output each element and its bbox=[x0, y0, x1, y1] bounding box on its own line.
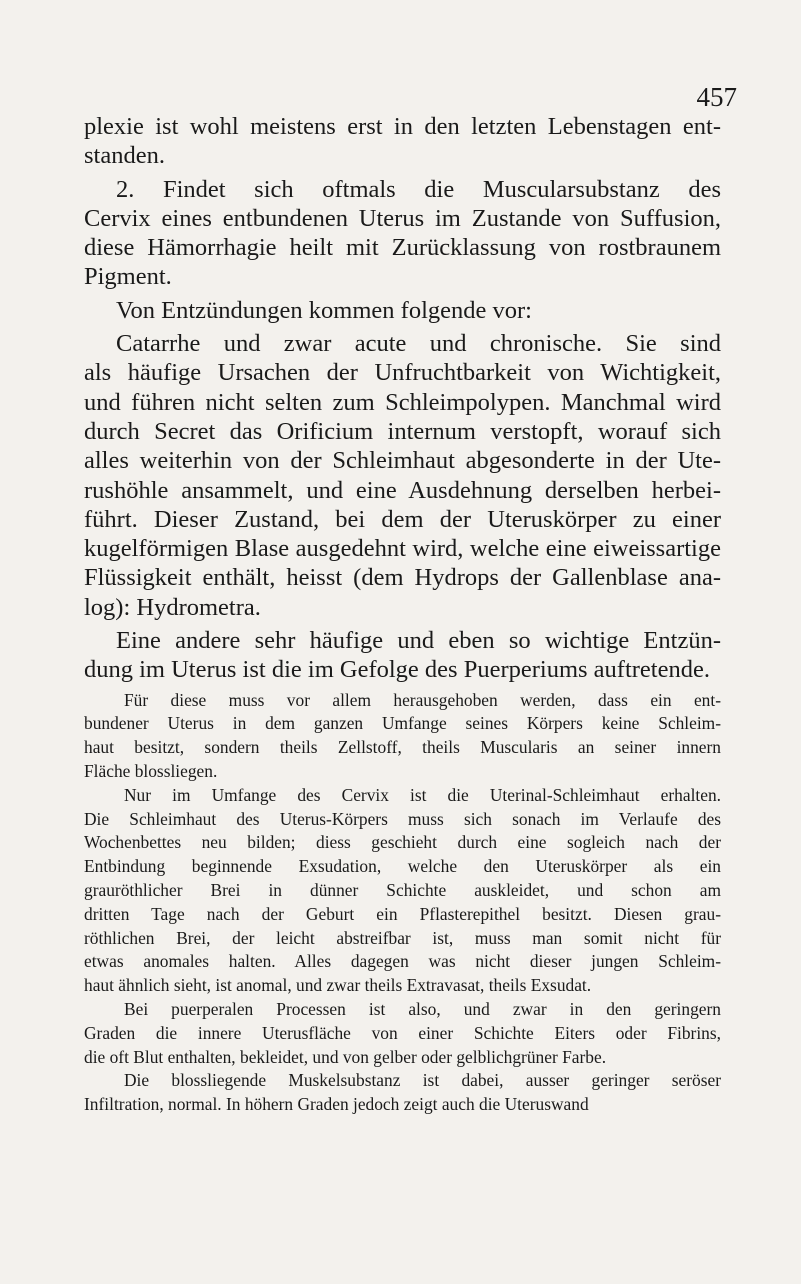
text-line: Entbindung beginnende Exsudation, welche den Uteruskörper als ein bbox=[84, 856, 721, 877]
text-line: dung im Uterus ist die im Gefolge des Puerperiums auftretende. bbox=[84, 656, 710, 684]
text-line: plexie ist wohl meistens erst in den letzten Lebenstagen ent- bbox=[84, 113, 721, 140]
text-line: durch Secret das Orificium internum verstopft, worauf sich bbox=[84, 417, 721, 445]
text-line: Nur im Umfange des Cervix ist die Uterinal-Schleimhaut erhalten. bbox=[124, 784, 721, 805]
text-line: etwas anomales halten. Alles dagegen was nicht dieser jungen Schleim- bbox=[84, 951, 721, 972]
text-line: führt. Dieser Zustand, bei dem der Uteruskörper zu einer bbox=[84, 505, 721, 533]
text-line: bundener Uterus in dem ganzen Umfange seines Körpers keine Schleim- bbox=[84, 713, 721, 734]
text-line: Flüssigkeit enthält, heisst (dem Hydrops der Gallenblase ana- bbox=[84, 564, 721, 592]
text-line: 2. Findet sich oftmals die Muscularsubstanz des bbox=[116, 175, 721, 203]
text-line: kugelförmigen Blase ausgedehnt wird, welche eine eiweissartige bbox=[84, 535, 721, 563]
paragraph bbox=[84, 998, 721, 1069]
page-text bbox=[84, 112, 721, 1117]
paragraph bbox=[84, 296, 721, 325]
text-line: Wochenbettes neu bilden; diess geschieht durch eine sogleich nach der bbox=[84, 832, 721, 853]
paragraph bbox=[84, 784, 721, 998]
text-line: Pigment. bbox=[84, 263, 172, 291]
text-line: Catarrhe und zwar acute und chronische. Sie sind bbox=[116, 330, 721, 358]
text-line: Bei puerperalen Processen ist also, und zwar in den geringern bbox=[124, 999, 721, 1019]
text-line: Graden die innere Uterusfläche von einer Schichte Eiters oder Fibrins, bbox=[84, 1022, 721, 1043]
text-line: Infiltration, normal. In höhern Graden jedoch zeigt auch die Uteruswand bbox=[84, 1094, 589, 1115]
text-line: rushöhle ansammelt, und eine Ausdehnung derselben herbei- bbox=[84, 476, 721, 504]
text-line: röthlichen Brei, der leicht abstreifbar ist, muss man somit nicht für bbox=[84, 927, 721, 948]
text-line: als häufige Ursachen der Unfruchtbarkeit von Wichtigkeit, bbox=[84, 359, 721, 387]
text-line: alles weiterhin von der Schleimhaut abgesonderte in der Ute- bbox=[84, 447, 721, 475]
text-line: Cervix eines entbundenen Uterus im Zustande von Suffusion, bbox=[84, 204, 721, 232]
page-number: 457 bbox=[696, 82, 737, 112]
paragraph bbox=[84, 329, 721, 622]
text-line: grauröthlicher Brei in dünner Schichte auskleidet, und schon am bbox=[84, 880, 721, 901]
text-line: Eine andere sehr häufige und eben so wichtige Entzün- bbox=[116, 627, 721, 655]
text-line: Fläche blossliegen. bbox=[84, 761, 218, 782]
text-line: haut ähnlich sieht, ist anomal, und zwar theils Extravasat, theils Exsudat. bbox=[84, 975, 592, 996]
text-line: Für diese muss vor allem herausgehoben werden, dass ein ent- bbox=[124, 689, 721, 710]
paragraph bbox=[84, 112, 721, 171]
text-line: standen. bbox=[84, 142, 165, 170]
paragraph bbox=[84, 175, 721, 292]
text-line: die oft Blut enthalten, bekleidet, und von gelber oder gelblichgrüner Farbe. bbox=[84, 1046, 607, 1067]
text-line: haut besitzt, sondern theils Zellstoff, theils Muscularis an seiner innern bbox=[84, 737, 721, 758]
text-line: und führen nicht selten zum Schleimpolypen. Manchmal wird bbox=[84, 388, 721, 416]
text-line: Die Schleimhaut des Uterus-Körpers muss sich sonach im Verlaufe des bbox=[84, 808, 721, 829]
text-line: log): Hydrometra. bbox=[84, 593, 261, 621]
text-line: diese Hämorrhagie heilt mit Zurücklassung von rostbraunem bbox=[84, 234, 721, 262]
paragraph bbox=[84, 1069, 721, 1117]
text-line: dritten Tage nach der Geburt ein Pflasterepithel besitzt. Diesen grau- bbox=[84, 903, 721, 924]
text-line: Von Entzündungen kommen folgende vor: bbox=[116, 296, 532, 324]
paragraph bbox=[84, 626, 721, 685]
paragraph bbox=[84, 689, 721, 784]
text-line: Die blossliegende Muskelsubstanz ist dabei, ausser geringer seröser bbox=[124, 1070, 721, 1091]
